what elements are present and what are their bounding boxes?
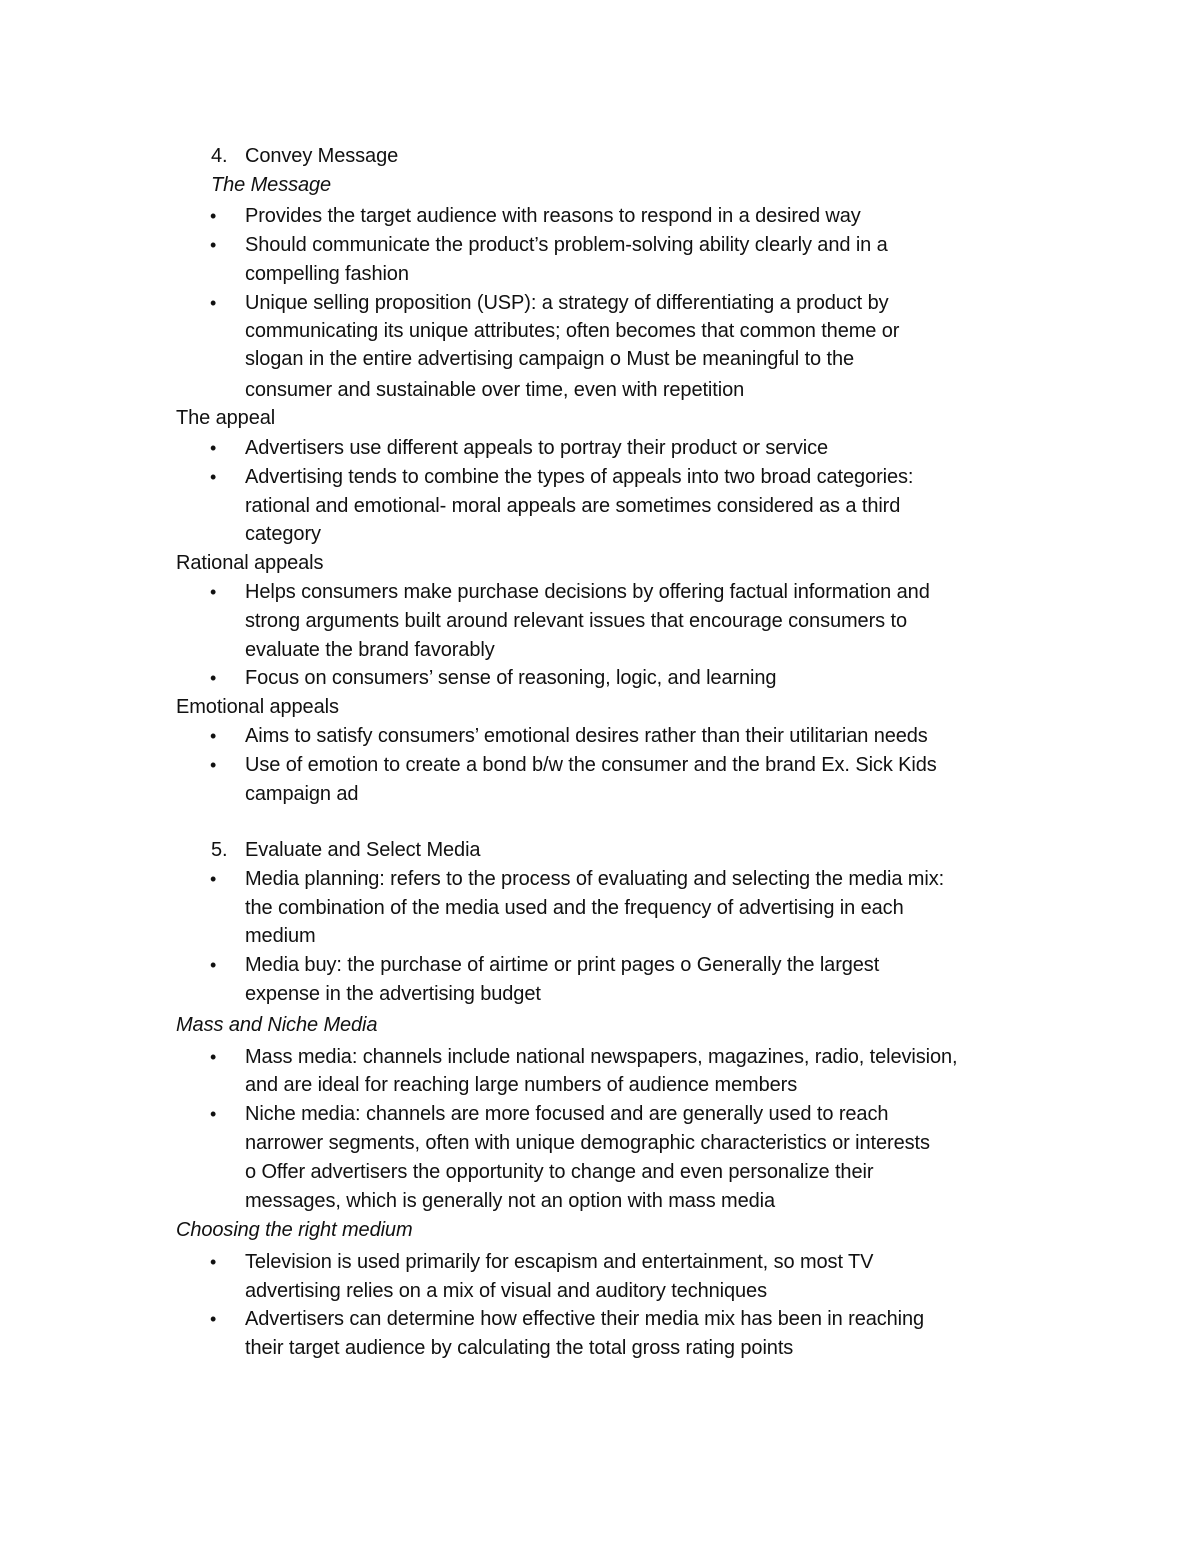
list-item-continuation: campaign ad [245,783,359,805]
list-item: Advertising tends to combine the types of appeals into two broad categories: [245,466,914,488]
list-item-continuation: medium [245,925,316,947]
list-item: Mass media: channels include national newspapers, magazines, radio, television, [245,1046,958,1068]
list-item: Aims to satisfy consumers’ emotional desires rather than their utilitarian needs [245,725,928,747]
list-item: Media planning: refers to the process of evaluating and selecting the media mix: [245,868,945,890]
bullet-icon: • [210,726,217,746]
bullet-icon: • [210,869,217,889]
list-item: Should communicate the product’s problem-solving ability clearly and in a [245,234,888,256]
list-item-continuation: slogan in the entire advertising campaign o Must be meaningful to the [245,348,855,370]
list-item-continuation: evaluate the brand favorably [245,639,495,661]
subheading: The appeal [176,407,276,429]
list-item: Focus on consumers’ sense of reasoning, logic, and learning [245,667,777,689]
list-item-continuation: consumer and sustainable over time, even with repetition [245,379,745,401]
list-item-continuation: category [245,523,321,545]
bullet-icon: • [210,1047,217,1067]
list-item: Use of emotion to create a bond b/w the consumer and the brand Ex. Sick Kids [245,754,937,776]
subheading: Choosing the right medium [176,1219,413,1241]
list-item-continuation: rational and emotional- moral appeals are sometimes considered as a third [245,495,901,517]
list-item: Advertisers can determine how effective their media mix has been in reaching [245,1308,925,1330]
bullet-icon: • [210,438,217,458]
list-item-continuation: compelling fashion [245,263,409,285]
list-item: Unique selling proposition (USP): a strategy of differentiating a product by [245,292,889,314]
list-item: Media buy: the purchase of airtime or print pages o Generally the largest [245,954,880,976]
bullet-icon: • [210,206,217,226]
subheading: Mass and Niche Media [176,1014,378,1036]
bullet-icon: • [210,1252,217,1272]
list-item: Provides the target audience with reasons to respond in a desired way [245,205,861,227]
list-item-continuation: their target audience by calculating the total gross rating points [245,1337,794,1359]
list-item-continuation: and are ideal for reaching large numbers of audience members [245,1074,798,1096]
bullet-icon: • [210,755,217,775]
section-heading: Evaluate and Select Media [245,839,481,861]
section-number: 4. [211,145,228,167]
list-item: Niche media: channels are more focused and are generally used to reach [245,1103,889,1125]
subheading: Emotional appeals [176,696,339,718]
list-item: Television is used primarily for escapism and entertainment, so most TV [245,1251,874,1273]
bullet-icon: • [210,293,217,313]
list-item-continuation: narrower segments, often with unique demographic characteristics or interests [245,1132,930,1154]
list-item-continuation: messages, which is generally not an option with mass media [245,1190,776,1212]
list-item-continuation: expense in the advertising budget [245,983,541,1005]
sub-list-item: o Offer advertisers the opportunity to change and even personalize their [245,1161,874,1183]
bullet-icon: • [210,235,217,255]
list-item-continuation: the combination of the media used and the frequency of advertising in each [245,897,904,919]
list-item-continuation: strong arguments built around relevant issues that encourage consumers to [245,610,907,632]
subheading: Rational appeals [176,552,324,574]
section-number: 5. [211,839,228,861]
list-item: Advertisers use different appeals to portray their product or service [245,437,829,459]
bullet-icon: • [210,668,217,688]
subheading: The Message [211,174,332,196]
section-heading: Convey Message [245,145,399,167]
bullet-icon: • [210,582,217,602]
list-item-continuation: communicating its unique attributes; often becomes that common theme or [245,320,900,342]
list-item: Helps consumers make purchase decisions by offering factual information and [245,581,930,603]
bullet-icon: • [210,1104,217,1124]
list-item-continuation: advertising relies on a mix of visual and auditory techniques [245,1280,767,1302]
bullet-icon: • [210,1309,217,1329]
bullet-icon: • [210,467,217,487]
bullet-icon: • [210,955,217,975]
